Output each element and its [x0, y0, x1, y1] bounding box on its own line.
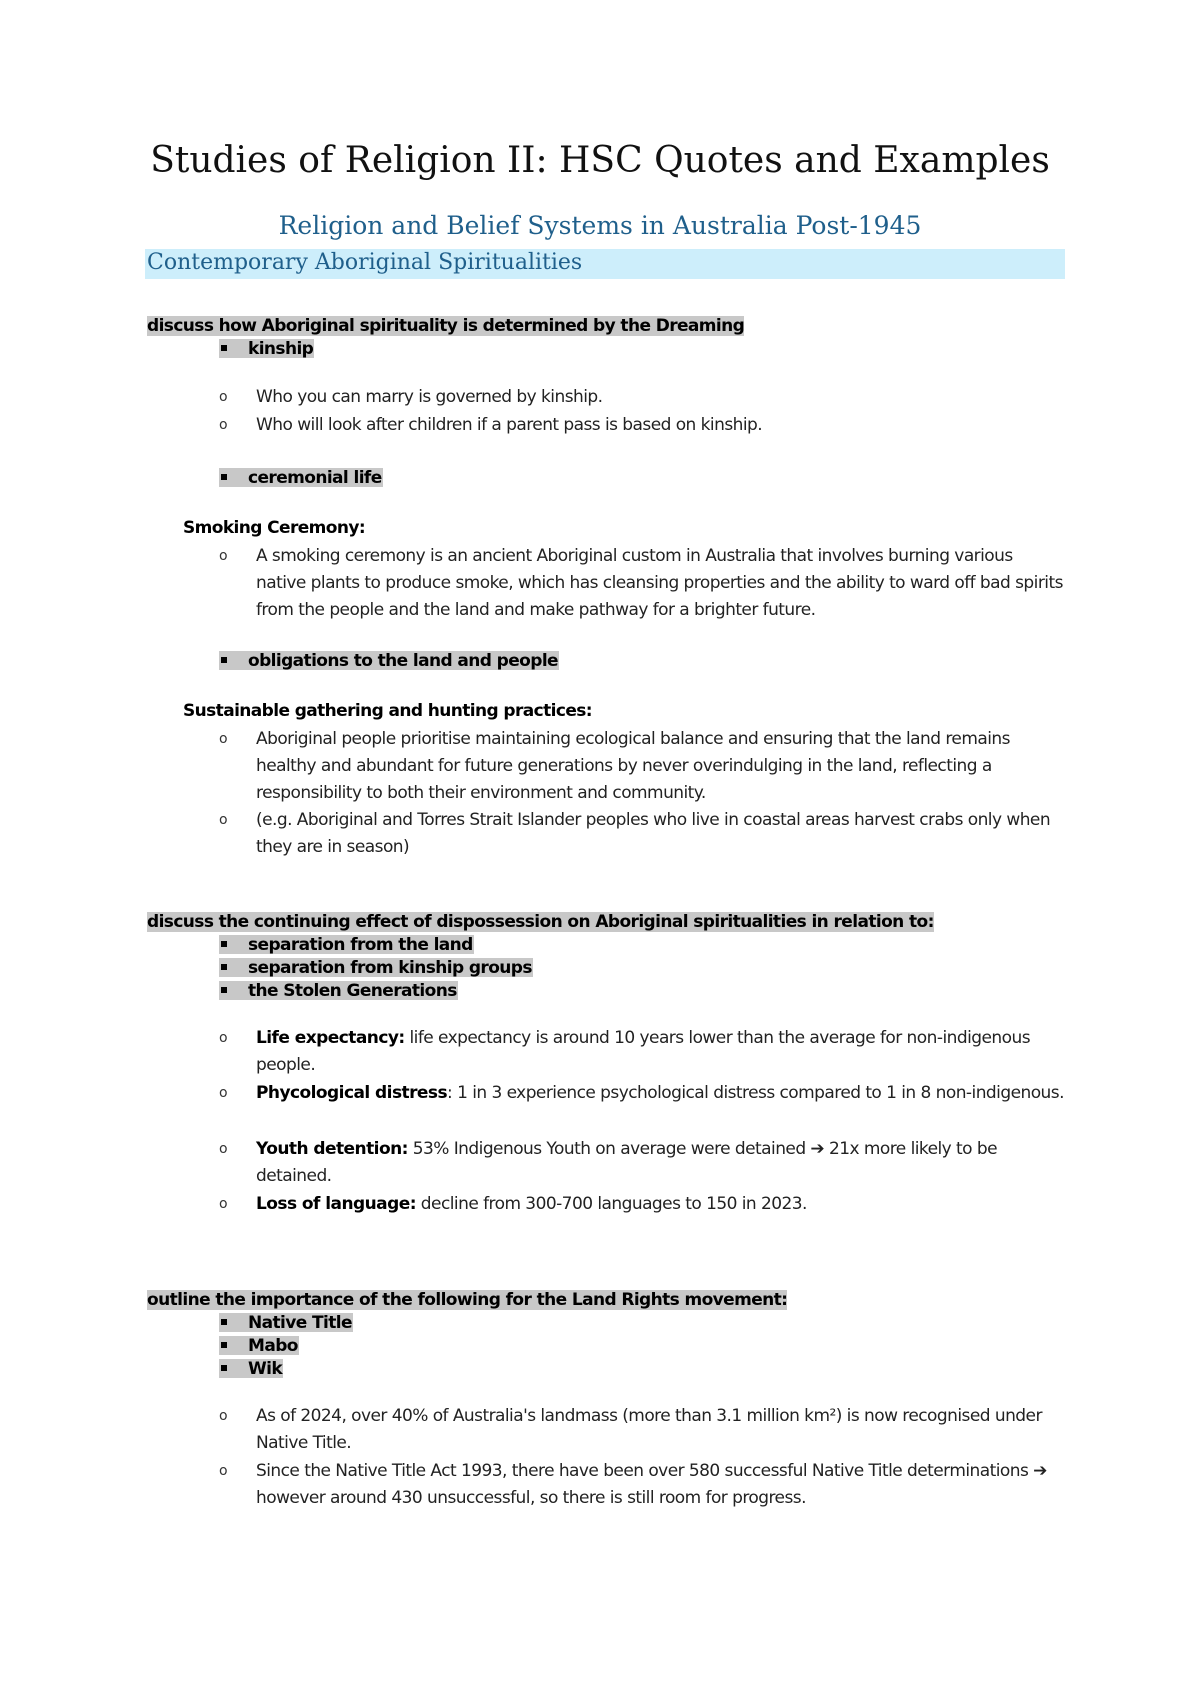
sustainable-point: (e.g. Aboriginal and Torres Strait Islander peoples who live in coastal areas harvest crabs only when they are in season)	[256, 810, 1051, 857]
section-heading: Contemporary Aboriginal Spiritualities	[147, 250, 583, 275]
circle-bullet-icon: o	[219, 1141, 228, 1157]
obligations-list-item: obligations to the land and people	[219, 650, 559, 672]
sustainable-practices-heading: Sustainable gathering and hunting practices:	[183, 701, 593, 721]
dispossession-point: Phycological distress: 1 in 3 experience psychological distress compared to 1 in 8 non-indigenous.	[256, 1083, 1064, 1103]
circle-bullet-icon: o	[219, 731, 228, 747]
circle-bullet-icon: o	[219, 417, 228, 433]
land-rights-point: As of 2024, over 40% of Australia's landmass (more than 3.1 million km²) is now recognised under Native Title.	[256, 1406, 1042, 1453]
kinship-list-item: kinship	[219, 338, 314, 360]
dispossession-point: Life expectancy: life expectancy is around 10 years lower than the average for non-indigenous people.	[256, 1028, 1031, 1075]
square-bullet-icon	[221, 474, 227, 480]
dispossession-point: Loss of language: decline from 300-700 languages to 150 in 2023.	[256, 1194, 807, 1214]
circle-bullet-icon: o	[219, 1196, 228, 1212]
square-bullet-icon	[221, 964, 227, 970]
circle-bullet-icon: o	[219, 548, 228, 564]
dispossession-list-item: separation from kinship groups	[219, 957, 533, 979]
dreaming-heading: discuss how Aboriginal spirituality is determined by the Dreaming	[147, 316, 745, 336]
land-rights-list-item: Mabo	[219, 1335, 299, 1357]
dispossession-list-item: the Stolen Generations	[219, 980, 458, 1002]
square-bullet-icon	[221, 941, 227, 947]
smoking-point: A smoking ceremony is an ancient Aboriginal custom in Australia that involves burning various native plants to produce smoke, which has cleansing properties and the ability to ward off bad spirits from the people and the land and make pathway for a brighter future.	[256, 546, 1063, 620]
square-bullet-icon	[221, 987, 227, 993]
land-rights-list-item: Wik	[219, 1358, 283, 1380]
ceremonial-list-item: ceremonial life	[219, 467, 383, 489]
kinship-point: Who you can marry is governed by kinship.	[256, 387, 603, 407]
land-rights-list-item: Native Title	[219, 1312, 353, 1334]
sustainable-point: Aboriginal people prioritise maintaining ecological balance and ensuring that the land remains healthy and abundant for future generations by never overindulging in the land, reflecting a responsibility to both their environment and community.	[256, 729, 1010, 803]
square-bullet-icon	[221, 1342, 227, 1348]
smoking-ceremony-heading: Smoking Ceremony:	[183, 518, 366, 538]
circle-bullet-icon: o	[219, 812, 228, 828]
dispossession-list-item: separation from the land	[219, 934, 474, 956]
kinship-point: Who will look after children if a parent pass is based on kinship.	[256, 415, 763, 435]
dispossession-heading: discuss the continuing effect of dispossession on Aboriginal spiritualities in relation to:	[147, 912, 934, 932]
square-bullet-icon	[221, 657, 227, 663]
circle-bullet-icon: o	[219, 1463, 228, 1479]
circle-bullet-icon: o	[219, 1030, 228, 1046]
land-rights-point: Since the Native Title Act 1993, there have been over 580 successful Native Title determinations ➔ however around 430 unsuccessful, so there is still room for progress.	[256, 1461, 1047, 1508]
land-rights-heading: outline the importance of the following for the Land Rights movement:	[147, 1290, 788, 1310]
circle-bullet-icon: o	[219, 1408, 228, 1424]
page-subtitle: Religion and Belief Systems in Australia Post-1945	[278, 211, 922, 240]
dispossession-point: Youth detention: 53% Indigenous Youth on average were detained ➔ 21x more likely to be detained.	[256, 1139, 998, 1186]
page-title: Studies of Religion II: HSC Quotes and Examples	[150, 140, 1050, 181]
square-bullet-icon	[221, 345, 227, 351]
circle-bullet-icon: o	[219, 389, 228, 405]
circle-bullet-icon: o	[219, 1085, 228, 1101]
square-bullet-icon	[221, 1365, 227, 1371]
square-bullet-icon	[221, 1319, 227, 1325]
